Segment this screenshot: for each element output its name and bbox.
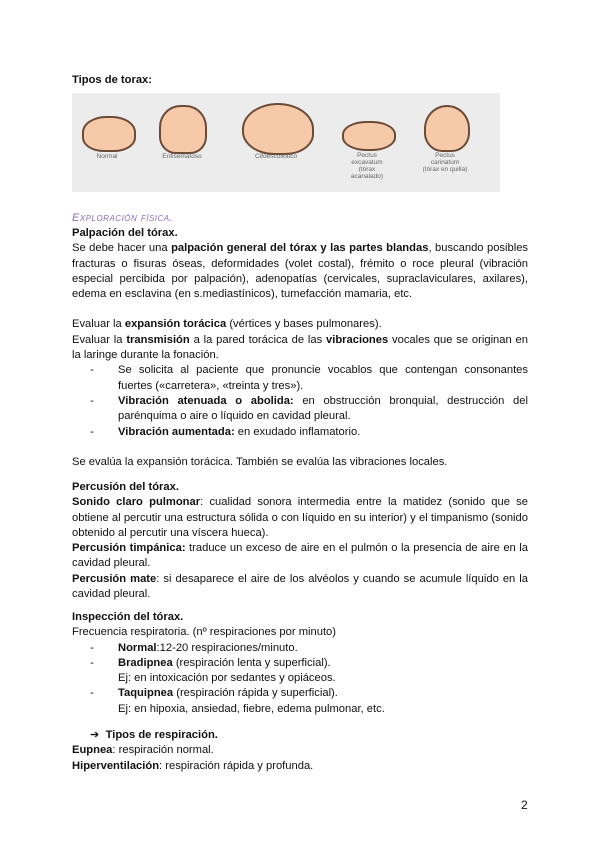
page-number: 2 — [521, 798, 528, 812]
thorax-carinatum-shape — [424, 105, 470, 152]
transmision-line: Evaluar la transmisión a la pared torácica de las vibraciones vocales que se originan en la laringe durante la fonación. — [72, 333, 528, 362]
palpacion-title: Palpación del tórax. — [72, 227, 178, 239]
palpacion-summary: Se evalúa la expansión torácica. También se evalúa las vibraciones locales. — [72, 455, 448, 468]
percusion-title: Percusión del tórax. — [72, 481, 179, 493]
definition-item: Hiperventilación: respiración rápida y profunda. — [72, 759, 314, 772]
label-normal: Normal — [96, 153, 118, 160]
inspeccion-section — [72, 610, 528, 774]
percusion-item: Percusión timpánica: traduce un exceso de aire en el pulmón o la presencia de aire en la cavidad pleural. — [72, 542, 528, 570]
thorax-kyphoscoliotic-shape — [242, 103, 314, 155]
list-item: - Se solicita al paciente que pronuncie vocablos que contengan consonantes fuertes («carretera», «treinta y tres»). — [90, 364, 528, 392]
inspeccion-title: Inspección del tórax. — [72, 611, 184, 623]
respiration-types-heading: ➔ Tipos de respiración. — [90, 729, 218, 742]
percusion-item: Sonido claro pulmonar: cualidad sonora intermedia entre la matidez (sonido que se obtiene al percutir una estructura sólida o con líquido en su interior) y el timpanismo (sonido obtenido al percutir una víscera hueca). — [72, 496, 528, 539]
palpacion-section — [72, 226, 528, 470]
expansion-line: Evaluar la expansión torácica (vértices y bases pulmonares). — [72, 318, 382, 331]
list-item: - Taquipnea (respiración rápida y superficial). Ej: en hipoxia, ansiedad, fiebre, edema pulmonar, etc. — [90, 687, 385, 715]
section-heading: Exploración física. — [72, 212, 174, 224]
arrow-icon: ➔ — [90, 729, 100, 742]
thorax-emphysematous-shape — [159, 105, 207, 154]
percusion-section — [72, 480, 528, 602]
list-item: - Bradipnea (respiración lenta y superficial). Ej: en intoxicación por sedantes y opiáceos. — [90, 656, 336, 685]
inspeccion-intro: Frecuencia respiratoria. (nº respiraciones por minuto) — [72, 626, 336, 639]
label-pectus-excavatum: Pectus excavatum (tórax acanalado) — [350, 152, 384, 180]
list-item: - Normal:12-20 respiraciones/minuto. — [90, 641, 298, 654]
list-item: - Vibración aumentada: en exudado inflamatorio. — [90, 425, 361, 438]
label-enfisematoso: Enfisematoso — [162, 153, 202, 160]
percusion-item: Percusión mate: si desaparece el aire de los alvéolos y cuando se acumule líquido en la cavidad pleural. — [72, 572, 528, 601]
definition-item: Eupnea: respiración normal. — [72, 744, 214, 757]
figure-title: Tipos de torax: — [72, 74, 152, 86]
label-cifoescoliotico: Cifoescoliótico — [255, 153, 297, 160]
thorax-types-figure — [72, 93, 500, 192]
label-pectus-carinatum: Pectus carinatum (tórax en quilla) — [422, 152, 468, 173]
list-item: - Vibración atenuada o abolida: en obstrucción bronquial, destrucción del parénquima o aire o líquido en cavidad pleural. — [90, 394, 528, 423]
thorax-excavatum-shape — [342, 121, 396, 151]
palpacion-paragraph: Se debe hacer una palpación general del tórax y las partes blandas, buscando posibles fracturas o fisuras óseas, deformidades (volet costal), frémito o roce pleural (vibración especial percibida por palpación), adenopatías (cervicales, supraclaviculares, axilares), edema en esclavina (en s.mediastínicos), tumefacción mamaria, etc. — [72, 242, 529, 301]
thorax-normal-shape — [82, 116, 136, 152]
